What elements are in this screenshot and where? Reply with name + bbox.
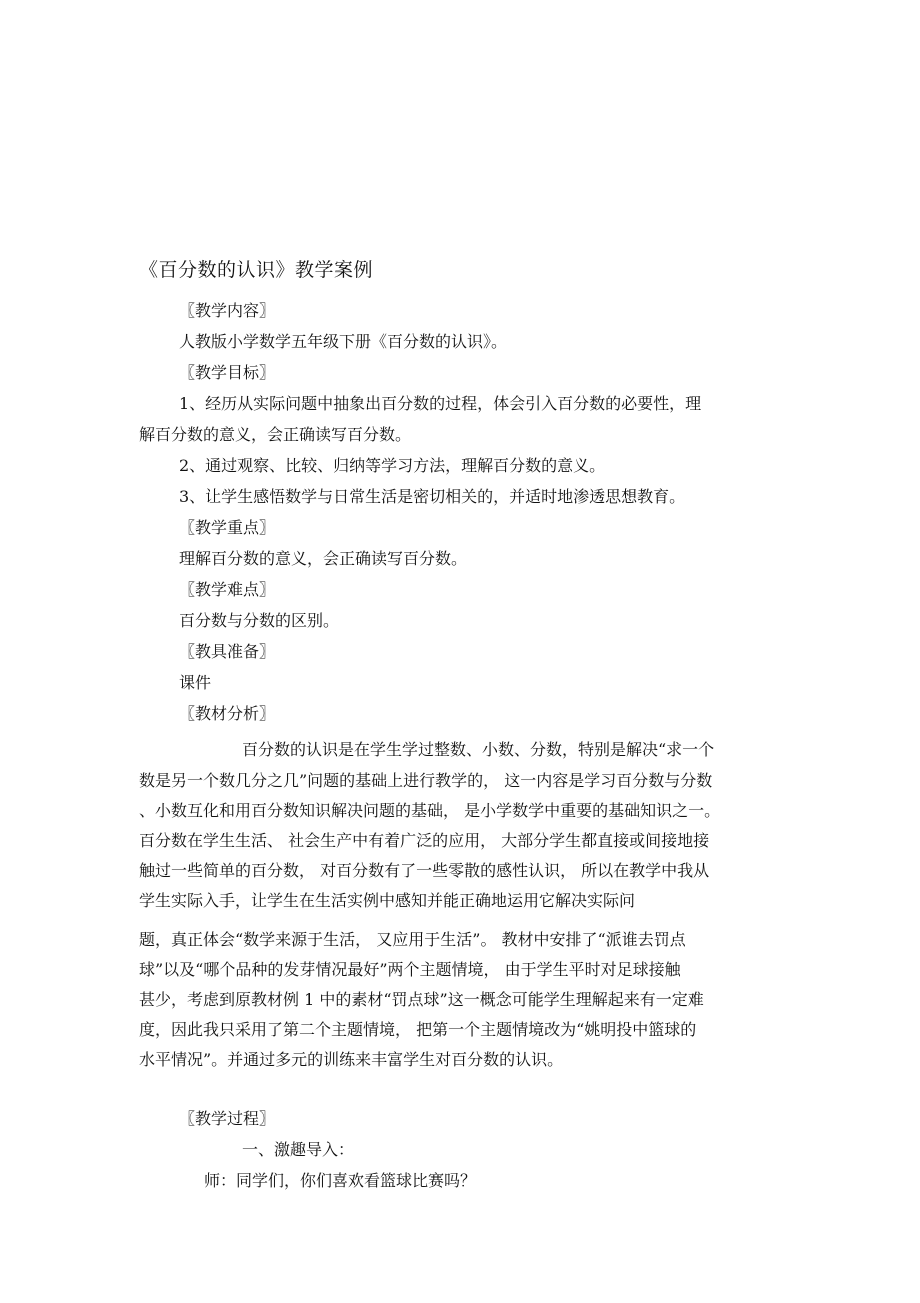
key-heading: 〖教学重点〗 <box>179 518 276 537</box>
analysis-line: 、小数互化和用百分数知识解决问题的基础， 是小学数学中重要的基础知识之一。 <box>139 801 721 820</box>
dialogue-line: 师：同学们，你们喜欢看篮球比赛吗？ <box>204 1171 477 1190</box>
analysis-line: 度，因此我只采用了第二个主题情境， 把第一个主题情境改为“姚明投中篮球的 <box>139 1020 697 1039</box>
analysis-line: 触过一些简单的百分数， 对百分数有了一些零散的感性认识， 所以在教学中我从 <box>139 861 710 880</box>
goals-heading: 〖教学目标〗 <box>179 363 276 382</box>
goal-3: 3、让学生感悟数学与日常生活是密切相关的，并适时地渗透思想教育。 <box>179 487 686 506</box>
process-heading: 〖教学过程〗 <box>179 1109 276 1128</box>
goal-1-line-1: 1、经历从实际问题中抽象出百分数的过程，体会引入百分数的必要性，理 <box>179 394 702 413</box>
analysis-heading: 〖教材分析〗 <box>179 704 276 723</box>
tools-heading: 〖教具准备〗 <box>179 642 276 661</box>
goal-2: 2、通过观察、比较、归纳等学习方法，理解百分数的意义。 <box>179 456 606 475</box>
key-text: 理解百分数的意义，会正确读写百分数。 <box>179 549 468 568</box>
analysis-line: 数是另一个数几分之几”问题的基础上进行教学的， 这一内容是学习百分数与分数 <box>139 771 713 790</box>
analysis-line: 学生实际入手，让学生在生活实例中感知并能正确地运用它解决实际问 <box>139 891 636 910</box>
content-heading: 〖教学内容〗 <box>179 301 276 320</box>
analysis-line: 球”以及“哪个品种的发芽情况最好”两个主题情境， 由于学生平时对足球接触 <box>139 960 681 979</box>
analysis-line: 甚少，考虑到原教材例 1 中的素材“罚点球”这一概念可能学生理解起来有一定难 <box>139 990 704 1009</box>
analysis-line: 百分数在学生生活、 社会生产中有着广泛的应用， 大部分学生都直接或间接地接 <box>139 831 710 850</box>
goal-1-line-2: 解百分数的意义，会正确读写百分数。 <box>139 425 412 444</box>
analysis-line: 水平情况”。并通过多元的训练来丰富学生对百分数的认识。 <box>139 1050 564 1069</box>
tools-text: 课件 <box>179 673 212 692</box>
analysis-line: 百分数的认识是在学生学过整数、小数、分数，特别是解决“求一个 <box>242 740 715 759</box>
analysis-line: 题，真正体会“数学来源于生活， 又应用于生活”。 教材中安排了“派谁去罚点 <box>139 930 686 949</box>
section-1-heading: 一、激趣导入： <box>242 1140 355 1159</box>
difficulty-text: 百分数与分数的区别。 <box>179 611 340 630</box>
document-title: 《百分数的认识》教学案例 <box>139 259 374 281</box>
content-text: 人教版小学数学五年级下册《百分数的认识》。 <box>179 332 508 351</box>
difficulty-heading: 〖教学难点〗 <box>179 580 276 599</box>
